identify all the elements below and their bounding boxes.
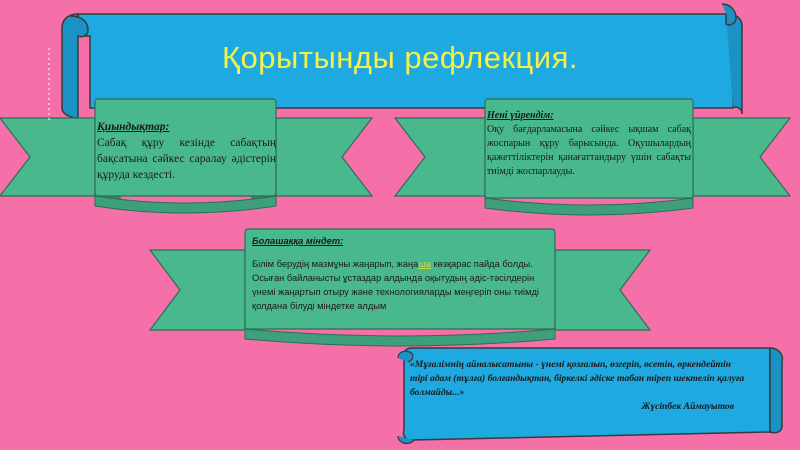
- difficulties-text: Сабақ құру кезінде сабақтың бақсатына сәйкес саралау әдістерін құруда кездесті.: [97, 137, 276, 181]
- future-text: [252, 257, 554, 313]
- learned-block: [487, 109, 691, 179]
- learned-heading: Нені үйрендім:: [487, 110, 554, 121]
- future-block: [252, 234, 554, 313]
- future-text-before: Білім берудің мазмұны жаңарып, жаңа: [252, 259, 419, 269]
- difficulties-block: [97, 119, 276, 183]
- future-text-highlight: ша: [418, 259, 431, 269]
- learned-text: Оқу бағдарламасына сәйкес ықшам сабақ жоспарын құру барысында. Оқушылардың қажеттіліктерін қанағаттандыру үшін сабақты тиімді жоспарлауды.: [487, 124, 691, 177]
- difficulties-heading: Қиындықтар:: [97, 121, 170, 133]
- quote-text: «Мұғалімнің айналысатыны - үнемі қозғалып, өзгеріп, өсетін, өркендейтін тірі адам (тұлға) болғандықтан, біркелкі әдіске табан тіреп шектеліп қалуға болмайды...»: [410, 359, 745, 398]
- quote-block: [410, 358, 748, 414]
- page-title: Қорытынды рефлекция.: [221, 40, 579, 75]
- future-heading: Болашаққа міндет:: [252, 236, 344, 246]
- quote-author: Жүсіпбек Аймауытов: [641, 401, 734, 412]
- future-text-after: көзқарас пайда болды. Осыған байланысты ұстаздар алдында оқытудың әдіс-тәсілдерін үнемі жаңартып отыру және технологияларды меңгеріп оны тиімді қолдана білуді міндетке алдым: [252, 259, 539, 311]
